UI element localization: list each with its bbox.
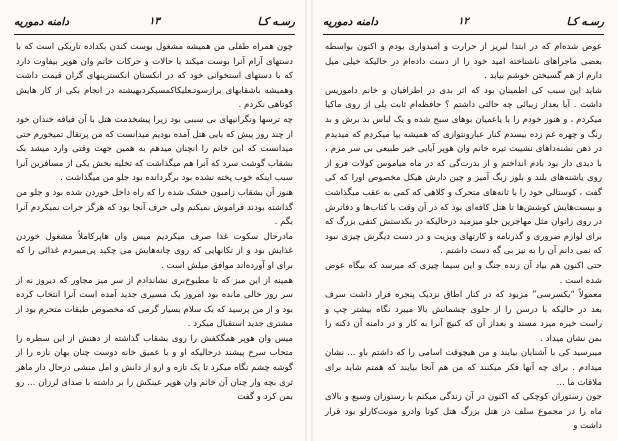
left-paragraph: چون همراه طفلی من همیشه مشغول بوست کندن بکداده تاریکی است که با دستهای آرام آنرا بوست میکند با حالات و حرکات خانم وان هوپر بیفاوت دارد که با دستهای استخوانی خود که در انکستان انکسترینهای گران قیمت داشت وهمیشه باشقابهای برازسوتـعلیکاکمسیکردبهیشته در انجام بکی از کار هایش کوتاهی نکردم . <box>16 42 293 111</box>
left-page-header-rule <box>14 34 295 35</box>
left-page-running-title: رسـه کـا <box>257 16 295 28</box>
book-gutter <box>305 0 313 441</box>
left-paragraph: میس وان هوپر همگکفش را روی بشقاب گذاشته از دهنش از این سطره را متحاب سرخ پیشند درحالیکه او و با عمیق خانه دوست چنان بهان نازه را از گوشه چشم نگاه میکرد تا یک تازه و ارو از دانش و امل منشی درحال دار ماهر ثری بچه وار چنان آن خانم وان هوپر عینکش را بر داشته با صدای لرزان ... رو بمن کرد و گفت <box>16 333 293 403</box>
right-paragraph: عوض شده‌ام که در ابتدا لبریز از حرارت و امیدواری بودم و اکنون بواسطه بعضی ماجراهای ناشناخته امید خود را از دست داده‌ام در حالیکه خیلی میل دارم از هم گسیختن خوشم بیاید . <box>325 42 602 82</box>
right-page-running-subtitle: دامنه دموریه <box>323 16 379 28</box>
right-page-number: ۱۲ <box>458 16 469 27</box>
right-paragraph: میبرسید کی با آشنایان بیایند و من هیچوقت اسامی را که داشتم باو ... نشان میدادم . برای چه آنها فکر میکنند که من هم آنجا بیایند که همتم شاید برای ملاقات ما ... <box>325 348 602 388</box>
left-page-running-subtitle: دامنه دموریه <box>14 16 70 28</box>
right-page <box>309 0 618 441</box>
right-page-body <box>325 40 602 439</box>
right-page-running-title: رسـه کـا <box>566 16 604 28</box>
left-paragraph: هنوز آن بشقاب زامبون خشک شده را که راه داخل خوردن شده بود و جلو من گذاشته بودند فراموش نمیکنم ولی حرف آنجا بود که هرگز جرات نمیکردم آنرا بگم . <box>16 187 293 228</box>
right-paragraph: جون رستوران کوچکی که اکنون در آن زندگی میکنم با رستوران وسیع و بالای ماه را در مجموع سلف در هتل بزرگ هتل کوتا وادرو مونت‌کارلو بود قرار داشت و <box>325 392 602 432</box>
left-paragraph: همینه از این میز که تا مطبوخ‌بری نشاندادم از سر میز مجاور که دیروز نه از سر روز خالی مانده بود امروز یک مسیری جدید آمده است آنرا انتخاب کرده بود و از من پرسید که بک سلام بسیار گرمی که مخصوص طبقات متحرم بود از مشتری جدید استقبال میکرد . <box>16 275 293 330</box>
right-paragraph: شاید این سبب کی اطمینان بود که اثر بدی در اطرافیان و خانم داموریس داشت . آیا بعداز زیبائی چه حالتی داشتم ؟ حافظه‌ام ثابت بلی از روی ماکیا میکردم ، و هنوز خودم را با یاعمیان بوهای سبح شده و یک لباس بد برش و بد رنگ و چهره غم زده بیسدم کنار عبارونتوازی که همیشه بیا میکردم که میدیدم در ذهن نشنه‌داهای نشیبت تیره خانم وان هوپر آیایی خیر طبیعی بی سر مزم ، با دیدی دار بود بادم انداختم و از بدرت‌گی که در ماه میاموس کولات فرو از روی یاشنه‌های بلند و بلوز زیگ آمیز و چین دارش هیکل مخصوص اورا که کی گفت ، کوستالی خود را با ثانه‌های متحرک و کلاهی که کمی به عقب میگذاشت و بیست‌هایش کوشش‌ها تا هتل کافه‌ای بود که در آن وقت با کتاب‌ها و دفاترش در روی زانوان مثل مهاجرین جلو میزمید درحالیکه در بکدستش کتفی بزرگ که برای لوازم ضروری و گذرنامه و کارتهای ویزیت و در دست دیگرش چیزی نبود که نمی دانم آن را به نیز بی گه دست داشتم . <box>325 85 602 257</box>
right-paragraph: معمولاً “یکسرسی” مزبود که در کنار اطاق نزدیک پنجره فرار داشت سرف بعد در حالیکه با درسن را از جلوی چشمانش بالا میبرد نگاه بیشتر چپ و راست خیره میزد مسند و بعداز آن که کنیچ آنرا به کار و در دامنه آن دکنه را بمن نشان میداد . <box>325 290 602 344</box>
left-paragraph: چه ترسها ونگرانیهای بی سببی بود زیرا پیشخدمت هتل با آن فیافه خندان خود از چند روز پیش که بایی هتل آمده بودیم میدانست که من پرتقال تمیخورم حتی میدانست که این خانم را انچنان میدهم به همین جهت وقتی وارد میشد بک بشقاب گوشت سرد که آنرا هم میگذاشت که تخلیه بخش یکی از مسافرین آنرا سبب اینکه خوب پخته نشده بود برگردانده بود جلو من میگذاشت . <box>16 114 293 184</box>
left-page-body <box>16 40 293 439</box>
left-paragraph: مادرحال سکوت غذا صرف میکردیم میس وان هاپرکاملاً مشغول خوردن غذایش بود و از تکانهایی که روی چانه‌هایش می چکید پی‌میبردم غذائی را که برای او آورده‌اند موافق میلش است . <box>16 231 293 271</box>
right-paragraph: حتی اکنون هم بیاد آن زنده جنگ و این سیما چیزی که میرسد که بیگاه عوض شده است . <box>325 260 602 286</box>
left-page-header <box>14 14 295 32</box>
right-page-header <box>323 14 604 32</box>
left-page-number: ۱۳ <box>149 16 160 27</box>
right-page-header-rule <box>323 34 604 35</box>
